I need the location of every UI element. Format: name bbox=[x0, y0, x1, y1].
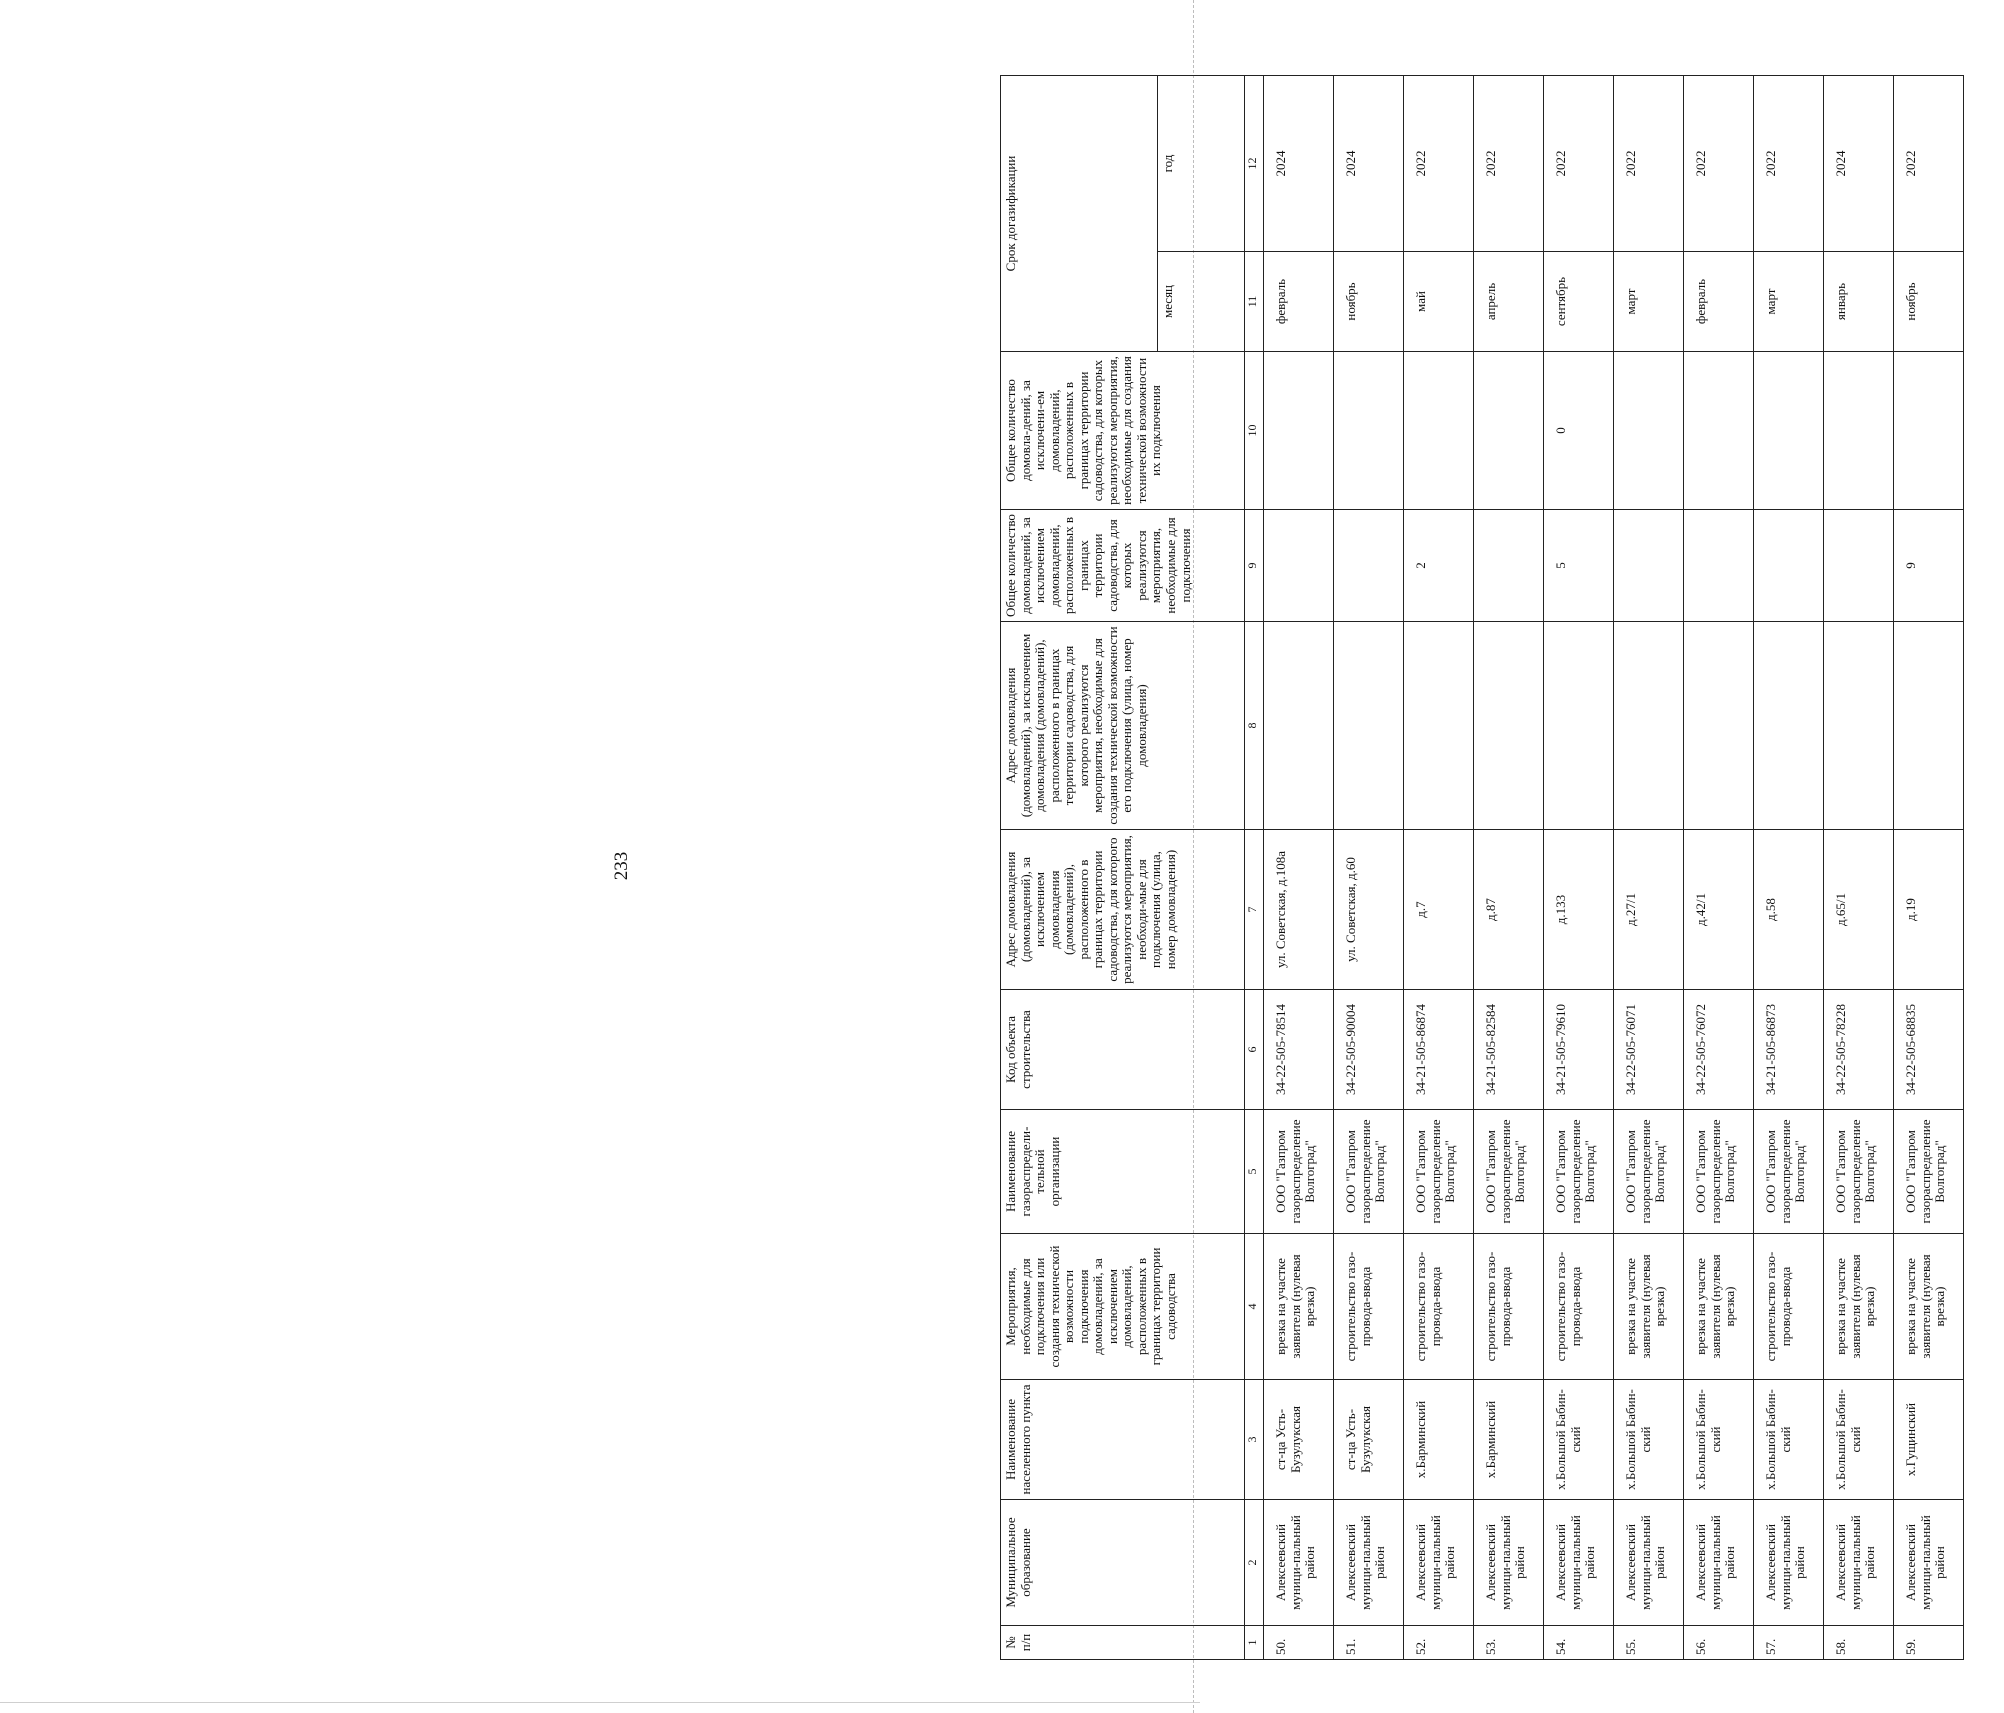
table-row bbox=[1754, 76, 1824, 1660]
settlement-cell: х.Большой Бабин-ский bbox=[1824, 1380, 1894, 1500]
month-cell: январь bbox=[1824, 252, 1894, 352]
column-number: 12 bbox=[1245, 76, 1264, 252]
municipality-cell: Алексеевский муници-пальный район bbox=[1334, 1500, 1404, 1626]
event-cell: строительство газо-провода-ввода bbox=[1754, 1234, 1824, 1380]
row-number: 54. bbox=[1544, 1626, 1614, 1660]
header-year: год bbox=[1158, 76, 1245, 252]
count-capability-cell bbox=[1894, 352, 1964, 510]
object-code-cell: 34-22-505-78514 bbox=[1264, 990, 1334, 1110]
table-row bbox=[1404, 76, 1474, 1660]
column-number-row bbox=[1245, 76, 1264, 1660]
address-connection-cell: д.58 bbox=[1754, 830, 1824, 990]
row-number: 55. bbox=[1614, 1626, 1684, 1660]
organization-cell: ООО "Газпром газораспределение Волгоград" bbox=[1474, 1110, 1544, 1234]
year-cell: 2024 bbox=[1824, 76, 1894, 252]
event-cell: врезка на участке заявителя (нулевая врезка) bbox=[1684, 1234, 1754, 1380]
municipality-cell: Алексеевский муници-пальный район bbox=[1684, 1500, 1754, 1626]
organization-cell: ООО "Газпром газораспределение Волгоград" bbox=[1334, 1110, 1404, 1234]
count-connection-cell: 9 bbox=[1894, 510, 1964, 622]
settlement-cell: х.Большой Бабин-ский bbox=[1544, 1380, 1614, 1500]
year-cell: 2022 bbox=[1474, 76, 1544, 252]
event-cell: врезка на участке заявителя (нулевая врезка) bbox=[1894, 1234, 1964, 1380]
year-cell: 2022 bbox=[1894, 76, 1964, 252]
row-number: 56. bbox=[1684, 1626, 1754, 1660]
gasification-table bbox=[1000, 75, 1964, 1660]
settlement-cell: ст-ца Усть-Бузулукская bbox=[1264, 1380, 1334, 1500]
count-capability-cell bbox=[1684, 352, 1754, 510]
table-row bbox=[1684, 76, 1754, 1660]
address-connection-cell: д.87 bbox=[1474, 830, 1544, 990]
object-code-cell: 34-21-505-82584 bbox=[1474, 990, 1544, 1110]
table-row bbox=[1544, 76, 1614, 1660]
table-row bbox=[1474, 76, 1544, 1660]
municipality-cell: Алексеевский муници-пальный район bbox=[1544, 1500, 1614, 1626]
count-capability-cell: 0 bbox=[1544, 352, 1614, 510]
month-cell: май bbox=[1404, 252, 1474, 352]
object-code-cell: 34-21-505-86873 bbox=[1754, 990, 1824, 1110]
table-row bbox=[1334, 76, 1404, 1660]
count-connection-cell bbox=[1614, 510, 1684, 622]
count-capability-cell bbox=[1474, 352, 1544, 510]
column-number: 2 bbox=[1245, 1500, 1264, 1626]
object-code-cell: 34-22-505-68835 bbox=[1894, 990, 1964, 1110]
table-header-row bbox=[1001, 76, 1158, 1660]
year-cell: 2022 bbox=[1754, 76, 1824, 252]
event-cell: строительство газо-провода-ввода bbox=[1474, 1234, 1544, 1380]
row-number: 58. bbox=[1824, 1626, 1894, 1660]
organization-cell: ООО "Газпром газораспределение Волгоград" bbox=[1264, 1110, 1334, 1234]
object-code-cell: 34-21-505-86874 bbox=[1404, 990, 1474, 1110]
year-cell: 2024 bbox=[1264, 76, 1334, 252]
object-code-cell: 34-22-505-76071 bbox=[1614, 990, 1684, 1110]
organization-cell: ООО "Газпром газораспределение Волгоград" bbox=[1614, 1110, 1684, 1234]
header-address-capability: Адрес домовладения (домовладений), за исключением домовладения (домовладений), расположенного в границах территории садоводства, для которого реализуются мероприятия, необходимые для создания технической возможности его подключения (улица, номер домовладения) bbox=[1001, 622, 1245, 830]
address-connection-cell: д.42/1 bbox=[1684, 830, 1754, 990]
column-number: 10 bbox=[1245, 352, 1264, 510]
municipality-cell: Алексеевский муници-пальный район bbox=[1264, 1500, 1334, 1626]
page-number: 233 bbox=[611, 851, 632, 881]
header-settlement: Наименование населенного пункта bbox=[1001, 1380, 1245, 1500]
address-capability-cell bbox=[1894, 622, 1964, 830]
event-cell: врезка на участке заявителя (нулевая врезка) bbox=[1824, 1234, 1894, 1380]
event-cell: врезка на участке заявителя (нулевая врезка) bbox=[1264, 1234, 1334, 1380]
column-number: 3 bbox=[1245, 1380, 1264, 1500]
month-cell: сентябрь bbox=[1544, 252, 1614, 352]
count-capability-cell bbox=[1264, 352, 1334, 510]
count-connection-cell bbox=[1684, 510, 1754, 622]
count-connection-cell bbox=[1474, 510, 1544, 622]
settlement-cell: х.Большой Бабин-ский bbox=[1614, 1380, 1684, 1500]
address-capability-cell bbox=[1474, 622, 1544, 830]
month-cell: ноябрь bbox=[1894, 252, 1964, 352]
column-number: 1 bbox=[1245, 1626, 1264, 1660]
object-code-cell: 34-21-505-79610 bbox=[1544, 990, 1614, 1110]
count-capability-cell bbox=[1404, 352, 1474, 510]
address-connection-cell: д.19 bbox=[1894, 830, 1964, 990]
column-number: 5 bbox=[1245, 1110, 1264, 1234]
month-cell: март bbox=[1614, 252, 1684, 352]
count-connection-cell: 5 bbox=[1544, 510, 1614, 622]
column-number: 11 bbox=[1245, 252, 1264, 352]
organization-cell: ООО "Газпром газораспределение Волгоград" bbox=[1544, 1110, 1614, 1234]
column-number: 9 bbox=[1245, 510, 1264, 622]
header-event: Мероприятия, необходимые для подключения или создания технической возможности подключения домовладений, за исключением домовладений, расположенных в границах территории садоводства bbox=[1001, 1234, 1245, 1380]
column-number: 6 bbox=[1245, 990, 1264, 1110]
address-connection-cell: д.65/1 bbox=[1824, 830, 1894, 990]
header-organization: Наименование газораспредели-тельной организации bbox=[1001, 1110, 1245, 1234]
row-number: 57. bbox=[1754, 1626, 1824, 1660]
row-number: 52. bbox=[1404, 1626, 1474, 1660]
address-connection-cell: д.133 bbox=[1544, 830, 1614, 990]
settlement-cell: ст-ца Усть-Бузулукская bbox=[1334, 1380, 1404, 1500]
year-cell: 2022 bbox=[1614, 76, 1684, 252]
organization-cell: ООО "Газпром газораспределение Волгоград" bbox=[1754, 1110, 1824, 1234]
address-capability-cell bbox=[1684, 622, 1754, 830]
address-capability-cell bbox=[1754, 622, 1824, 830]
municipality-cell: Алексеевский муници-пальный район bbox=[1754, 1500, 1824, 1626]
row-number: 53. bbox=[1474, 1626, 1544, 1660]
address-connection-cell: д.7 bbox=[1404, 830, 1474, 990]
address-connection-cell: ул. Советская, д.108а bbox=[1264, 830, 1334, 990]
month-cell: ноябрь bbox=[1334, 252, 1404, 352]
organization-cell: ООО "Газпром газораспределение Волгоград" bbox=[1684, 1110, 1754, 1234]
count-connection-cell bbox=[1824, 510, 1894, 622]
count-connection-cell: 2 bbox=[1404, 510, 1474, 622]
count-connection-cell bbox=[1754, 510, 1824, 622]
row-number: 51. bbox=[1334, 1626, 1404, 1660]
column-number: 4 bbox=[1245, 1234, 1264, 1380]
header-deadline: Срок догазификации bbox=[1001, 76, 1158, 352]
count-capability-cell bbox=[1614, 352, 1684, 510]
municipality-cell: Алексеевский муници-пальный район bbox=[1614, 1500, 1684, 1626]
column-number: 8 bbox=[1245, 622, 1264, 830]
count-connection-cell bbox=[1334, 510, 1404, 622]
column-number: 7 bbox=[1245, 830, 1264, 990]
count-connection-cell bbox=[1264, 510, 1334, 622]
month-cell: апрель bbox=[1474, 252, 1544, 352]
address-capability-cell bbox=[1614, 622, 1684, 830]
event-cell: врезка на участке заявителя (нулевая врезка) bbox=[1614, 1234, 1684, 1380]
settlement-cell: х.Большой Бабин-ский bbox=[1684, 1380, 1754, 1500]
object-code-cell: 34-22-505-78228 bbox=[1824, 990, 1894, 1110]
address-connection-cell: д.27/1 bbox=[1614, 830, 1684, 990]
event-cell: строительство газо-провода-ввода bbox=[1544, 1234, 1614, 1380]
scan-bottom-edge bbox=[0, 1702, 1200, 1703]
settlement-cell: х.Гущинский bbox=[1894, 1380, 1964, 1500]
table-row bbox=[1614, 76, 1684, 1660]
address-capability-cell bbox=[1334, 622, 1404, 830]
settlement-cell: х.Барминский bbox=[1404, 1380, 1474, 1500]
municipality-cell: Алексеевский муници-пальный район bbox=[1474, 1500, 1544, 1626]
header-object-code: Код объекта строительства bbox=[1001, 990, 1245, 1110]
year-cell: 2024 bbox=[1334, 76, 1404, 252]
table-row bbox=[1264, 76, 1334, 1660]
organization-cell: ООО "Газпром газораспределение Волгоград" bbox=[1894, 1110, 1964, 1234]
header-count-connection: Общее количество домовладений, за исключением домовладений, расположенных в границах территории садоводства, для которых реализуются мероприятия, необходимые для подключения bbox=[1001, 510, 1245, 622]
address-capability-cell bbox=[1264, 622, 1334, 830]
header-number: № п/п bbox=[1001, 1626, 1245, 1660]
year-cell: 2022 bbox=[1404, 76, 1474, 252]
row-number: 50. bbox=[1264, 1626, 1334, 1660]
object-code-cell: 34-22-505-76072 bbox=[1684, 990, 1754, 1110]
table-row bbox=[1894, 76, 1964, 1660]
row-number: 59. bbox=[1894, 1626, 1964, 1660]
table-row bbox=[1824, 76, 1894, 1660]
rotated-table-container bbox=[1000, 76, 2004, 1660]
year-cell: 2022 bbox=[1684, 76, 1754, 252]
municipality-cell: Алексеевский муници-пальный район bbox=[1824, 1500, 1894, 1626]
month-cell: март bbox=[1754, 252, 1824, 352]
event-cell: строительство газо-провода-ввода bbox=[1404, 1234, 1474, 1380]
municipality-cell: Алексеевский муници-пальный район bbox=[1404, 1500, 1474, 1626]
count-capability-cell bbox=[1334, 352, 1404, 510]
header-municipality: Муниципальное образование bbox=[1001, 1500, 1245, 1626]
object-code-cell: 34-22-505-90004 bbox=[1334, 990, 1404, 1110]
event-cell: строительство газо-провода-ввода bbox=[1334, 1234, 1404, 1380]
address-capability-cell bbox=[1544, 622, 1614, 830]
organization-cell: ООО "Газпром газораспределение Волгоград" bbox=[1824, 1110, 1894, 1234]
count-capability-cell bbox=[1824, 352, 1894, 510]
header-month: месяц bbox=[1158, 252, 1245, 352]
organization-cell: ООО "Газпром газораспределение Волгоград" bbox=[1404, 1110, 1474, 1234]
month-cell: февраль bbox=[1684, 252, 1754, 352]
year-cell: 2022 bbox=[1544, 76, 1614, 252]
header-address-connection: Адрес домовладения (домовладений), за исключением домовладения (домовладений), расположенного в границах территории садоводства, для которого реализуются мероприятия, необходи-мые для подключения (улица, номер домовладения) bbox=[1001, 830, 1245, 990]
address-capability-cell bbox=[1824, 622, 1894, 830]
address-connection-cell: ул. Советская, д.60 bbox=[1334, 830, 1404, 990]
settlement-cell: х.Большой Бабин-ский bbox=[1754, 1380, 1824, 1500]
settlement-cell: х.Барминский bbox=[1474, 1380, 1544, 1500]
count-capability-cell bbox=[1754, 352, 1824, 510]
address-capability-cell bbox=[1404, 622, 1474, 830]
month-cell: февраль bbox=[1264, 252, 1334, 352]
municipality-cell: Алексеевский муници-пальный район bbox=[1894, 1500, 1964, 1626]
header-count-capability: Общее количество домовла-дений, за исключени-ем домовладений, расположенных в границах территории садоводства, для которых реализуются мероприятия, необходимые для создания технической возможности их подключения bbox=[1001, 352, 1245, 510]
